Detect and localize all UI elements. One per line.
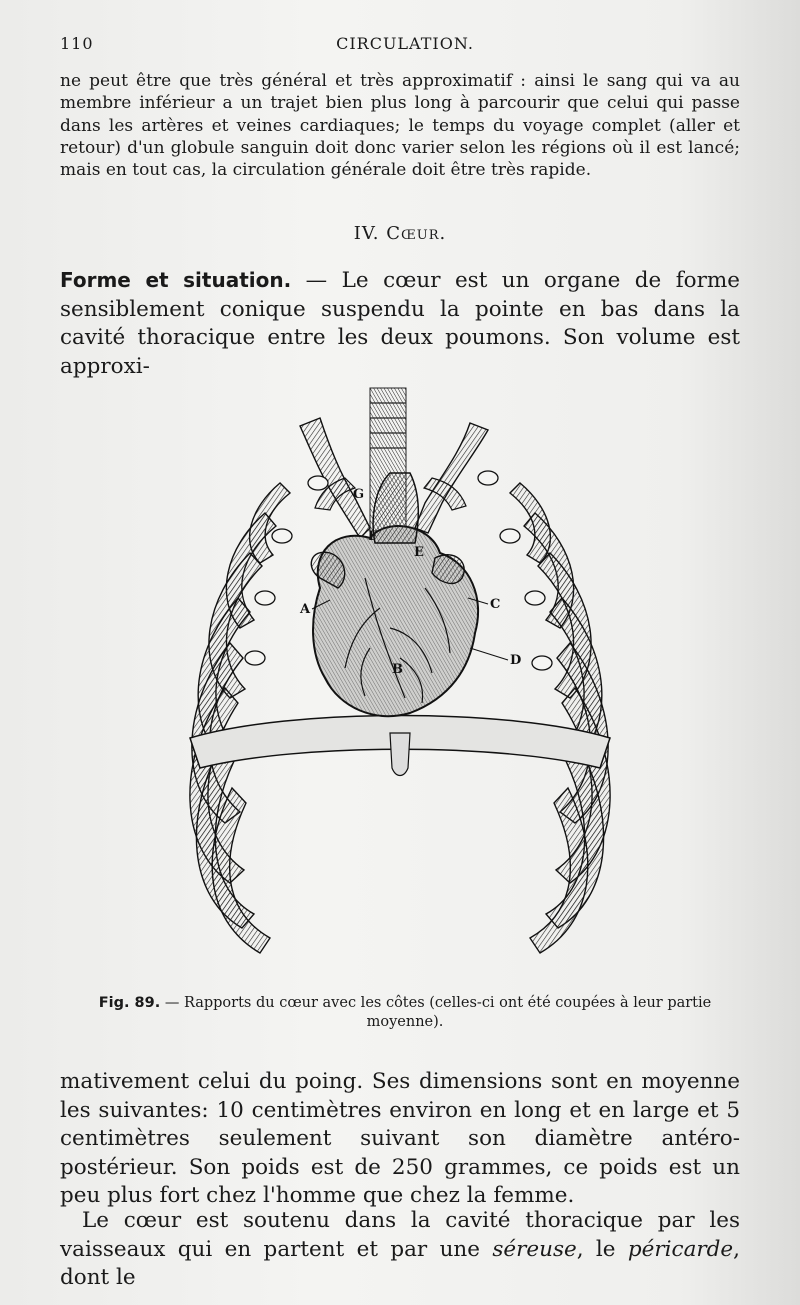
figure-label-a: A (300, 602, 311, 617)
figure-label-d: D (510, 653, 522, 668)
section-title: Cœur. (386, 223, 447, 244)
last-paragraph-em-pericarde: péricarde (627, 1236, 734, 1262)
figure-caption-text: — Rapports du cœur avec les côtes (celles-ci ont été coupées à leur partie moyenne). (160, 995, 712, 1030)
forme-lead: Forme et situation. (60, 268, 292, 292)
section-heading (0, 223, 800, 244)
section-numeral: IV. (353, 223, 380, 244)
last-paragraph (60, 1207, 740, 1293)
last-paragraph-text-b: , le (576, 1236, 628, 1262)
forme-paragraph (60, 266, 740, 381)
last-paragraph-em-sereuse: séreuse (492, 1236, 577, 1262)
figure-caption (60, 994, 750, 1032)
figure-label-g: G (353, 487, 365, 502)
figure-label-f: F (368, 529, 378, 544)
figure-label-b: B (392, 662, 403, 677)
continuation-paragraph: mativement celui du poing. Ses dimensions sont en moyenne les suivantes: 10 centimètres environ en long et en large et 5 centimètres seulement suivant son diamètre antéro-postérieur. Son poids est de 250 grammes, ce poids est un peu plus fort chez l'homme que chez la femme. (60, 1069, 740, 1208)
figure-label-e: E (414, 545, 424, 560)
intro-paragraph: ne peut être que très général et très approximatif : ainsi le sang qui va au membre inférieur a un trajet bien plus long à parcourir que celui qui passe dans les artères et veines cardiaques; le temps du voyage complet (aller et retour) d'un globule sanguin doit donc varier selon les régions où il est lancé; mais en tout cas, la circulation générale doit être très rapide. (60, 71, 740, 181)
figure-number: Fig. 89. (98, 995, 161, 1011)
figure-label-c: C (490, 597, 501, 612)
heart-ribcage-figure (170, 378, 630, 978)
running-title: CIRCULATION. (336, 34, 474, 53)
last-paragraph-text-c: , dont le (60, 1236, 740, 1290)
forme-text: — Le cœur est un organe de forme sensiblement conique suspendu la pointe en bas dans la cavité thoracique entre les deux poumons. Son volume est approxi- (60, 268, 740, 379)
page-number: 110 (60, 34, 94, 53)
heart-ribcage-illustration (170, 378, 630, 978)
last-paragraph-text-a: Le cœur est soutenu dans la cavité thoracique par les vaisseaux qui en partent et par une (60, 1208, 740, 1262)
running-head (60, 34, 750, 58)
